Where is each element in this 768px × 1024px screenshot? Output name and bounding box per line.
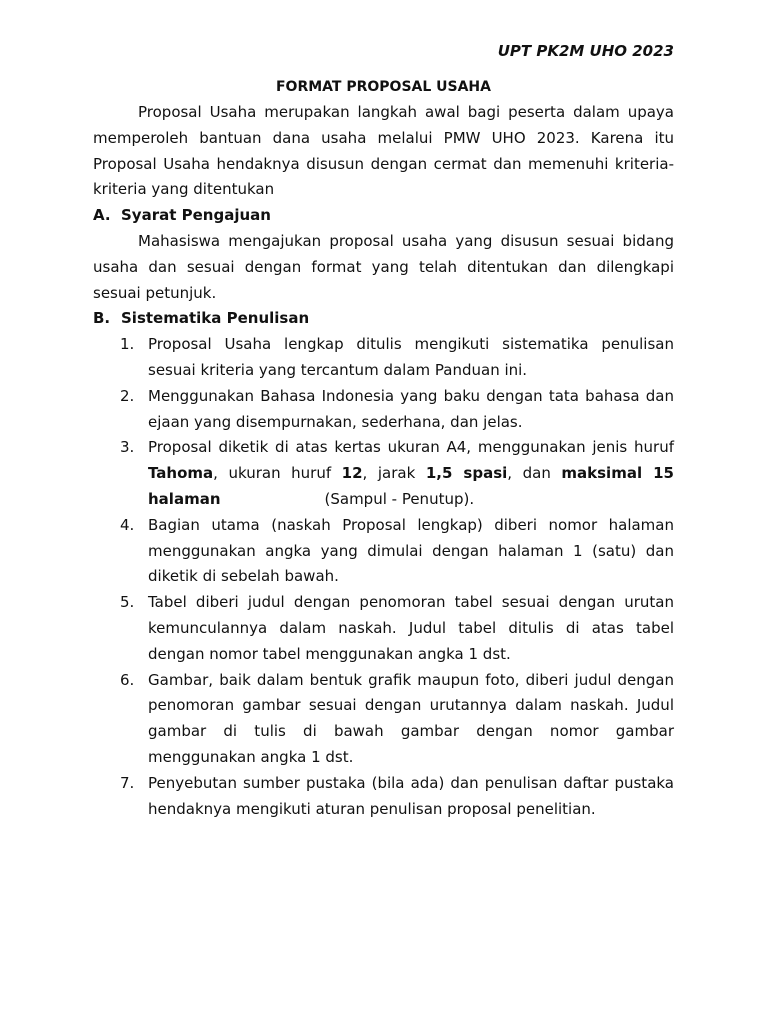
list-item-text: Menggunakan Bahasa Indonesia yang baku dengan tata bahasa dan ejaan yang disempurnakan, sederhana, dan jelas. [148, 386, 674, 431]
sistematika-list [93, 332, 674, 822]
list-item-number: 6. [120, 670, 135, 689]
section-b-heading [93, 306, 674, 332]
list-item [93, 590, 674, 667]
list-item-number: 7. [120, 773, 135, 792]
list-item [93, 513, 674, 590]
list-item-number: 4. [120, 515, 135, 534]
line-spacing-bold: 1,5 spasi [425, 464, 508, 483]
list-item [93, 435, 674, 512]
section-b-title: Sistematika Penulisan [121, 309, 310, 328]
section-a-paragraph: Mahasiswa mengajukan proposal usaha yang disusun sesuai bidang usaha dan sesuai dengan format yang telah ditentukan dan dilengkapi sesuai petunjuk. [93, 231, 674, 302]
list-item-text: Gambar, baik dalam bentuk grafik maupun foto, diberi judul dengan penomoran gambar sesuai dengan urutannya dalam naskah. Judul gambar di tulis di bawah gambar dengan nomor gambar menggunakan angka 1 dst. [148, 670, 674, 766]
document-page [93, 36, 674, 822]
section-a-title: Syarat Pengajuan [121, 206, 271, 225]
list-item-number: 1. [120, 335, 135, 354]
section-a-letter: A. [93, 206, 111, 225]
list-item-text-part: , jarak [362, 464, 426, 483]
list-item-number: 2. [120, 386, 135, 405]
list-item [93, 332, 674, 384]
list-item-text: Bagian utama (naskah Proposal lengkap) diberi nomor halaman menggunakan angka yang dimulai dengan halaman 1 (satu) dan diketik di sebelah bawah. [148, 515, 674, 586]
list-item-text-part: , ukuran huruf [213, 464, 342, 483]
list-item-number: 3. [120, 438, 135, 457]
list-item [93, 384, 674, 436]
section-b-letter: B. [93, 309, 111, 328]
list-item-number: 5. [120, 593, 135, 612]
list-item-text-part: (Sampul - Penutup). [324, 489, 475, 508]
list-item [93, 668, 674, 771]
section-a-heading [93, 203, 674, 229]
intro-paragraph: Proposal Usaha merupakan langkah awal bagi peserta dalam upaya memperoleh bantuan dana usaha melalui PMW UHO 2023. Karena itu Proposal Usaha hendaknya disusun dengan cermat dan memenuhi kriteria-kriteria yang ditentukan [93, 103, 674, 199]
font-name-bold: Tahoma [148, 464, 214, 483]
list-item-text: Penyebutan sumber pustaka (bila ada) dan penulisan daftar pustaka hendaknya mengikuti aturan penulisan proposal penelitian. [148, 773, 674, 818]
max-pages-bold: maksimal 15 halaman [148, 464, 674, 508]
header-upt-label: UPT PK2M UHO 2023 [497, 42, 674, 60]
font-size-bold: 12 [341, 464, 363, 483]
list-item-text-part: , dan [507, 464, 562, 483]
list-item-text-part: Proposal diketik di atas kertas ukuran A4, menggunakan jenis huruf [148, 438, 674, 457]
document-title: FORMAT PROPOSAL USAHA [275, 79, 491, 95]
list-item-text: Proposal Usaha lengkap ditulis mengikuti sistematika penulisan sesuai kriteria yang tercantum dalam Panduan ini. [148, 335, 674, 379]
list-item [93, 771, 674, 823]
list-item-text: Tabel diberi judul dengan penomoran tabel sesuai dengan urutan kemunculannya dalam naskah. Judul tabel ditulis di atas tabel dengan nomor tabel menggunakan angka 1 dst. [148, 593, 674, 663]
